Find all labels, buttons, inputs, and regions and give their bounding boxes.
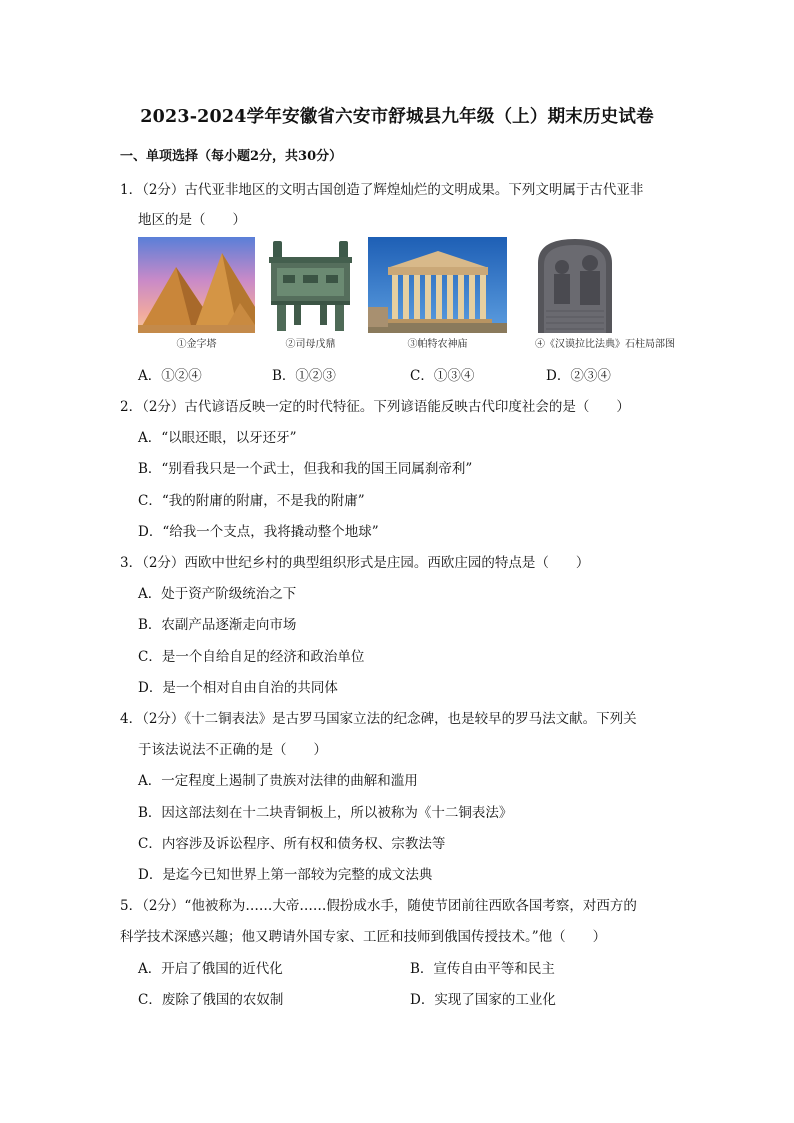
q1-option-b[interactable]: B．①②③ [272,368,336,384]
q5-option-d[interactable]: D．实现了国家的工业化 [410,992,556,1008]
q4-option-c[interactable]: C．内容涉及诉讼程序、所有权和债务权、宗教法等 [138,836,446,852]
hammurabi-stele-image [532,237,618,333]
question-4-line2: 于该法说法不正确的是（ ） [138,742,327,758]
q1-option-a[interactable]: A．①②④ [138,368,202,384]
question-1-line2: 地区的是（ ） [138,212,246,228]
q2-option-d[interactable]: D．“给我一个支点，我将撬动整个地球” [138,524,379,540]
caption-bronze-ding: ②司母戊鼎 [285,339,336,350]
bronze-ding-image [263,237,358,333]
q4-option-a[interactable]: A．一定程度上遏制了贵族对法律的曲解和滥用 [138,773,418,789]
question-3-line1: 3．（2分）西欧中世纪乡村的典型组织形式是庄园。西欧庄园的特点是（ ） [120,555,590,571]
q1-option-d[interactable]: D．②③④ [546,368,611,384]
q3-option-d[interactable]: D．是一个相对自由自治的共同体 [138,680,338,696]
question-5-line2: 科学技术深感兴趣；他又聘请外国专家、工匠和技师到俄国传授技术。”他（ ） [120,929,607,945]
q1-option-c[interactable]: C．①③④ [410,368,475,384]
q5-option-a[interactable]: A．开启了俄国的近代化 [138,961,283,977]
question-1-line1: 1．（2分）古代亚非地区的文明古国创造了辉煌灿烂的文明成果。下列文明属于古代亚非 [120,182,644,198]
caption-pyramid: ①金字塔 [176,339,217,350]
q3-option-a[interactable]: A．处于资产阶级统治之下 [138,586,297,602]
q3-option-c[interactable]: C．是一个自给自足的经济和政治单位 [138,649,365,665]
question-2-line1: 2．（2分）古代谚语反映一定的时代特征。下列谚语能反映古代印度社会的是（ ） [120,399,630,415]
q5-option-c[interactable]: C．废除了俄国的农奴制 [138,992,284,1008]
page-title: 2023-2024学年安徽省六安市舒城县九年级（上）期末历史试卷 [140,107,654,127]
q2-option-a[interactable]: A．“以眼还眼，以牙还牙” [138,430,297,446]
section-heading: 一、单项选择（每小题2分，共30分） [120,149,343,164]
question-4-line1: 4．（2分）《十二铜表法》是古罗马国家立法的纪念碑，也是较早的罗马法文献。下列关 [120,711,637,727]
caption-hammurabi: ④《汉谟拉比法典》石柱局部图 [535,339,675,350]
q4-option-d[interactable]: D．是迄今已知世界上第一部较为完整的成文法典 [138,867,433,883]
q4-option-b[interactable]: B．因这部法刻在十二块青铜板上，所以被称为《十二铜表法》 [138,805,513,821]
q2-option-b[interactable]: B．“别看我只是一个武士，但我和我的国王同属刹帝利” [138,461,473,477]
question-5-line1: 5．（2分）“他被称为……大帝……假扮成水手，随使节团前往西欧各国考察，对西方的 [120,898,637,914]
q3-option-b[interactable]: B．农副产品逐渐走向市场 [138,617,297,633]
parthenon-image [368,237,507,333]
caption-parthenon: ③帕特农神庙 [407,339,468,350]
pyramid-image [138,237,255,333]
q2-option-c[interactable]: C．“我的附庸的附庸，不是我的附庸” [138,493,365,509]
q5-option-b[interactable]: B．宣传自由平等和民主 [410,961,555,977]
